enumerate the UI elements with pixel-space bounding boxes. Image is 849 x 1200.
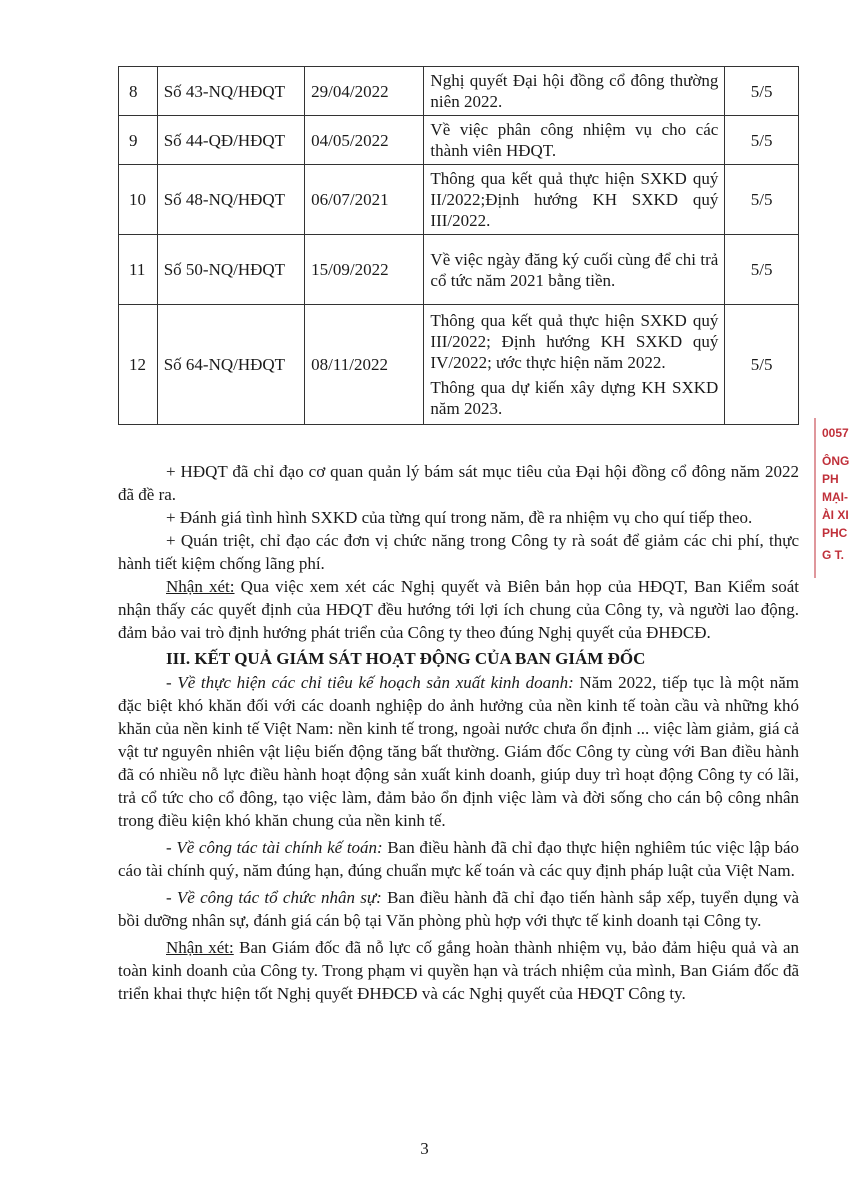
paragraph-label: - Về công tác tổ chức nhân sự: xyxy=(166,888,382,907)
finance-paragraph xyxy=(118,836,799,882)
table-row xyxy=(119,165,799,235)
remark-text: Qua việc xem xét các Nghị quyết và Biên bản họp của HĐQT, Ban Kiểm soát nhận thấy các quyết định của HĐQT đều hướng tới lợi ích chung của Công ty, và người lao động. đảm bảo vai trò định hướng phát triển của Công ty theo đúng Nghị quyết của ĐHĐCĐ. xyxy=(118,577,799,642)
section-heading: III. KẾT QUẢ GIÁM SÁT HOẠT ĐỘNG CỦA BAN GIÁM ĐỐC xyxy=(166,649,646,668)
resolutions-table xyxy=(118,66,799,425)
row-no: 10 xyxy=(119,165,158,235)
seal-text: ÀI XI xyxy=(822,508,849,522)
doc-content xyxy=(424,165,725,235)
bullet-item: + Quán triệt, chỉ đạo các đơn vị chức năng trong Công ty rà soát để giảm các chi phí, thực hành tiết kiệm chống lãng phí. xyxy=(118,531,799,573)
report-body xyxy=(118,460,799,1005)
doc-number: Số 43-NQ/HĐQT xyxy=(157,67,304,116)
doc-content xyxy=(424,116,725,165)
doc-number: Số 50-NQ/HĐQT xyxy=(157,235,304,305)
vote-result: 5/5 xyxy=(725,67,799,116)
doc-number: Số 48-NQ/HĐQT xyxy=(157,165,304,235)
seal-text: MẠI- xyxy=(822,490,848,504)
doc-content xyxy=(424,305,725,425)
bullet-item: + HĐQT đã chỉ đạo cơ quan quản lý bám sát mục tiêu của Đại hội đồng cổ đông năm 2022 đã đề ra. xyxy=(118,462,799,504)
row-no: 8 xyxy=(119,67,158,116)
doc-number: Số 44-QĐ/HĐQT xyxy=(157,116,304,165)
table-row xyxy=(119,67,799,116)
vote-result: 5/5 xyxy=(725,235,799,305)
table-row xyxy=(119,305,799,425)
table-row xyxy=(119,235,799,305)
vote-result: 5/5 xyxy=(725,305,799,425)
director-remark xyxy=(118,936,799,1005)
table-row xyxy=(119,116,799,165)
paragraph-text: Năm 2022, tiếp tục là một năm đặc biệt khó khăn đối với các doanh nghiệp do ảnh hưởng của nền kinh tế toàn cầu và những khó khăn của nền kinh tế Việt Nam: nền kinh tế trong, ngoài nước chưa ổn định ... việc làm giảm, giá cả vật tư nguyên nhiên vật liệu biến động tăng bất thường. Giám đốc Công ty cùng với Ban điều hành đã có nhiều nỗ lực điều hành hoạt động sản xuất kinh doanh, giúp duy trì hoạt động Công ty có lãi, trả cổ tức cho cổ đông, tạo việc làm, đảm bảo ổn định việc làm và đời sống cho cán bộ công nhân trong điều kiện khó khăn chung của nền kinh tế. xyxy=(118,673,800,830)
seal-text: 0057 xyxy=(822,426,849,440)
doc-date: 04/05/2022 xyxy=(305,116,424,165)
doc-content xyxy=(424,67,725,116)
bullet-item: + Đánh giá tình hình SXKD của từng quí trong năm, đề ra nhiệm vụ cho quí tiếp theo. xyxy=(166,508,753,527)
content-line: Thông qua dự kiến xây dựng KH SXKD năm 2023. xyxy=(430,378,719,418)
seal-text: G T. xyxy=(822,548,845,562)
paragraph-label: - Về thực hiện các chỉ tiêu kế hoạch sản xuất kinh doanh: xyxy=(166,673,574,692)
company-seal-fragment xyxy=(814,418,849,578)
board-remark xyxy=(118,575,799,644)
remark-text: Ban Giám đốc đã nỗ lực cố gắng hoàn thành nhiệm vụ, bảo đảm hiệu quả và an toàn kinh doanh của Công ty. Trong phạm vi quyền hạn và trách nhiệm của mình, Ban Giám đốc đã triển khai thực hiện tốt Nghị quyết ĐHĐCĐ và các Nghị quyết của HĐQT Công ty. xyxy=(118,938,799,1003)
row-no: 9 xyxy=(119,116,158,165)
content-line: Thông qua kết quả thực hiện SXKD quý III/2022; Định hướng KH SXKD quý IV/2022; ước thực hiện năm 2022. xyxy=(430,311,719,372)
content-line: Thông qua kết quả thực hiện SXKD quý II/2022;Định hướng KH SXKD quý III/2022. xyxy=(430,169,719,230)
remark-label: Nhận xét: xyxy=(166,938,234,957)
paragraph-text: Ban điều hành đã chỉ đạo tiến hành sắp xếp, tuyển dụng và bồi dưỡng nhân sự, đánh giá cán bộ tại Văn phòng phù hợp với thực tế kinh doanh tại Công ty. xyxy=(118,888,799,930)
business-plan-paragraph xyxy=(118,671,799,832)
content-line: Về việc ngày đăng ký cuối cùng để chi trả cổ tức năm 2021 bằng tiền. xyxy=(430,249,719,290)
remark-label: Nhận xét: xyxy=(166,577,235,596)
paragraph-label: - Về công tác tài chính kế toán: xyxy=(166,838,383,857)
row-no: 12 xyxy=(119,305,158,425)
content-line: Nghị quyết Đại hội đồng cổ đông thường niên 2022. xyxy=(430,71,719,111)
row-no: 11 xyxy=(119,235,158,305)
doc-date: 29/04/2022 xyxy=(305,67,424,116)
content-line: Về việc phân công nhiệm vụ cho các thành viên HĐQT. xyxy=(430,120,719,160)
vote-result: 5/5 xyxy=(725,116,799,165)
hr-paragraph xyxy=(118,886,799,932)
seal-text: PHC xyxy=(822,526,848,540)
doc-date: 08/11/2022 xyxy=(305,305,424,425)
seal-text: PH xyxy=(822,472,839,486)
doc-date: 15/09/2022 xyxy=(305,235,424,305)
doc-content xyxy=(424,235,725,305)
doc-number: Số 64-NQ/HĐQT xyxy=(157,305,304,425)
page-number: 3 xyxy=(420,1139,429,1158)
paragraph-text: Ban điều hành đã chỉ đạo thực hiện nghiêm túc việc lập báo cáo tài chính quý, năm đúng hạn, đúng chuẩn mực kế toán và các quy định pháp luật của Việt Nam. xyxy=(118,838,799,880)
doc-date: 06/07/2021 xyxy=(305,165,424,235)
seal-text: ÔNG xyxy=(822,454,849,468)
vote-result: 5/5 xyxy=(725,165,799,235)
